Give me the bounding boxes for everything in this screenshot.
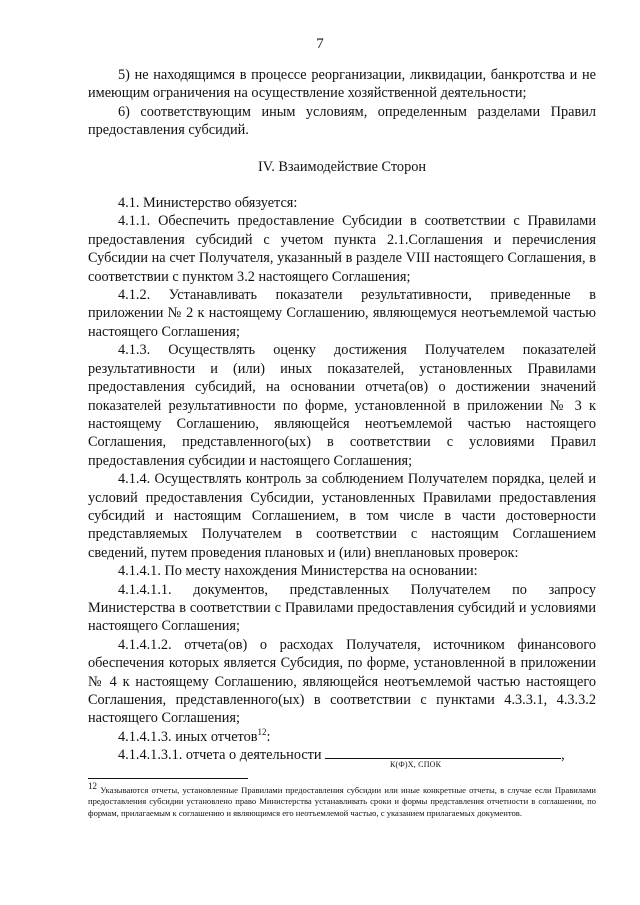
footnote-marker: 12	[88, 781, 97, 792]
paragraph-6: 6) соответствующим иным условиям, определенным разделами Правил предоставления субсидий.	[88, 103, 596, 139]
paragraph-4-1-3: 4.1.3. Осуществлять оценку достижения Получателем показателей результативности и (или) иных показателей, установленных Правилами предоставления субсидий, на основании отчета(ов) о достижении значений показателей результативности по форме, установленной в приложении № 3 к настоящему Соглашению, являющейся неотъемлемой частью настоящего Соглашения, представленного(ых) в соответствии с условиями Правил предоставления субсидии и настоящего Соглашения;	[88, 342, 596, 469]
paragraph-4-1-4-1-2: 4.1.4.1.2. отчета(ов) о расходах Получателя, источником финансового обеспечения которых является Субсидия, по форме, установленной в приложении № 4 к настоящему Соглашению, являющейся неотъемлемой частью настоящего Соглашения, представленного(ых) в соответствии с пунктами 4.3.3.1, 4.3.3.2 настоящего Соглашения;	[88, 636, 596, 727]
blank-fill-line	[325, 746, 561, 759]
paragraph-4-1-4-1-3	[88, 728, 596, 746]
paragraph-4-1-4-1-3-text: 4.1.4.1.3. иных отчетов	[118, 728, 258, 745]
page-number: 7	[316, 36, 324, 52]
paragraph-colon: :	[266, 728, 271, 745]
paragraph-4-1-4-1-3-1	[88, 746, 596, 764]
paragraph-comma: ,	[561, 747, 565, 764]
footnote-text: Указываются отчеты, установленные Правилами предоставления субсидии или иные конкретные отчеты, в случае если Правилами предоставления субсидии установлено право Министерства устанавливать сроки и формы представления отчетности в соглашении, по формам, прилагаемым к соглашению и являющимся его неотъемлемой частью, с указанием прилагаемых документов.	[88, 785, 596, 818]
paragraph-4-1-4-1: 4.1.4.1. По месту нахождения Министерства на основании:	[118, 563, 478, 580]
footnote-ref: 12	[257, 727, 267, 738]
paragraph-4-1-2: 4.1.2. Устанавливать показатели результативности, приведенные в приложении № 2 к настоящему Соглашению, являющемуся неотъемлемой частью настоящего Соглашения;	[88, 287, 596, 340]
document-body	[88, 66, 596, 765]
paragraph-4-1-4-1-3-1-text: 4.1.4.1.3.1. отчета о деятельности	[118, 747, 322, 764]
blank-caption: К(Ф)Х, СПОК	[390, 760, 442, 769]
paragraph-5: 5) не находящимся в процессе реорганизации, ликвидации, банкротства и не имеющим ограничения на осуществление хозяйственной деятельности;	[88, 67, 596, 102]
footnote	[88, 781, 596, 819]
paragraph-4-1-4-1-1: 4.1.4.1.1. документов, представленных Получателем по запросу Министерства в соответствии с Правилами предоставления субсидий и условиями настоящего Соглашения;	[88, 581, 596, 635]
paragraph-4-1-1: 4.1.1. Обеспечить предоставление Субсидии в соответствии с Правилами предоставления субсидий с учетом пункта 2.1.Соглашения и перечисления Субсидии на счет Получателя, указанный в разделе VIII настоящего Соглашения, в соответствии с пунктом 3.2 настоящего Соглашения;	[88, 213, 596, 285]
section-heading: IV. Взаимодействие Сторон	[257, 158, 427, 175]
paragraph-4-1: 4.1. Министерство обязуется:	[118, 195, 298, 212]
footnote-divider	[88, 778, 248, 779]
paragraph-4-1-4: 4.1.4. Осуществлять контроль за соблюдением Получателем порядка, целей и условий предоставления Субсидии, установленных Правилами предоставления субсидий и настоящим Соглашением, в том числе в части достоверности представляемых Получателем в соответствии с настоящим Соглашением сведений, путем проведения плановых и (или) внеплановых проверок:	[88, 471, 596, 561]
